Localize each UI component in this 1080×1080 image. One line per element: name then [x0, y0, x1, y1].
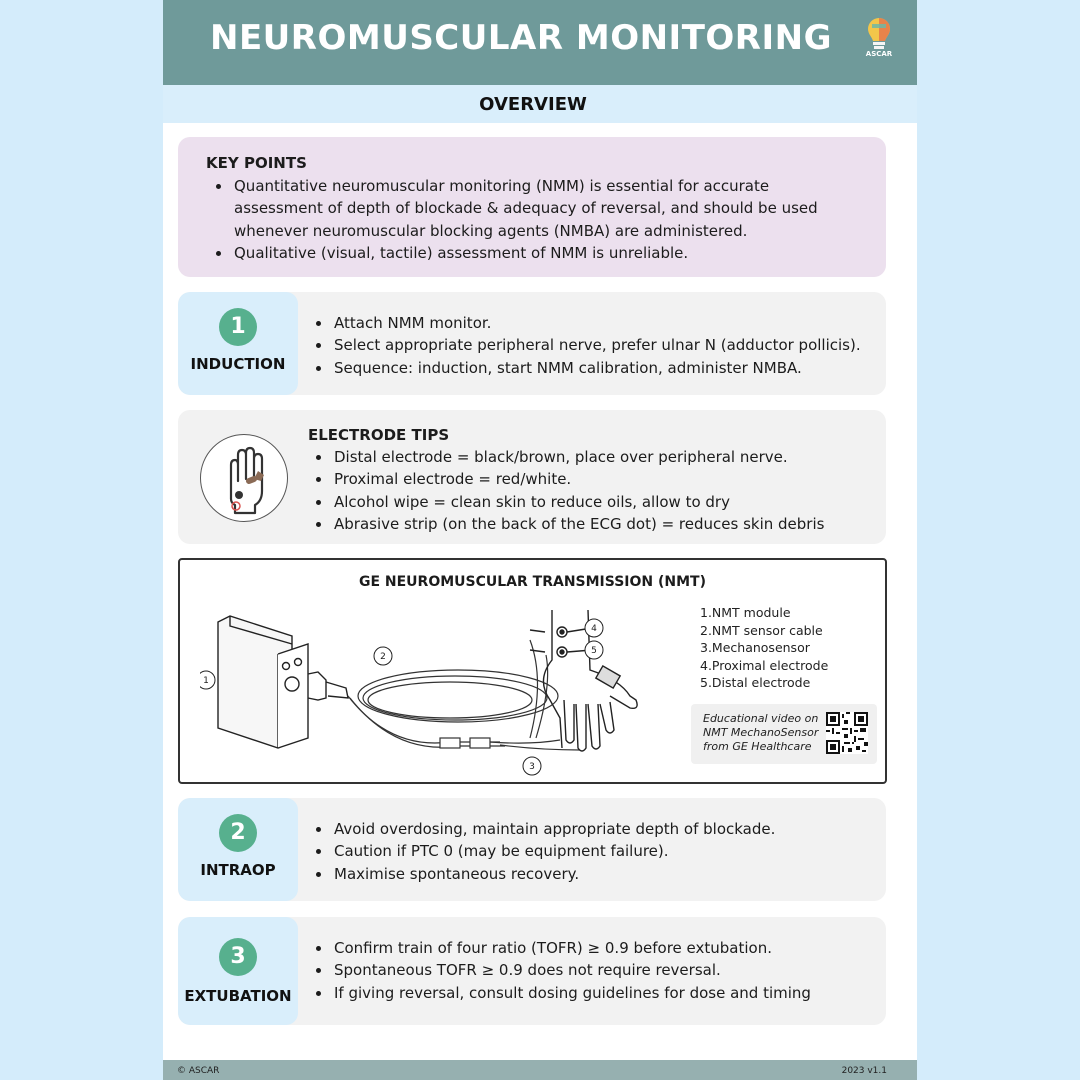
list-item: Qualitative (visual, tactile) assessment of NMM is unreliable.: [207, 242, 847, 264]
step-label: INTRAOP: [200, 861, 276, 879]
legend-item: 5.Distal electrode: [700, 675, 811, 690]
step-label: INDUCTION: [190, 355, 286, 373]
logo-text: ASCAR: [865, 50, 893, 58]
list-item: Abrasive strip (on the back of the ECG dot) = reduces skin debris: [307, 513, 877, 535]
copyright: © ASCAR: [177, 1066, 220, 1076]
list-item: Proximal electrode = red/white.: [307, 468, 877, 490]
electrode-tips-title: ELECTRODE TIPS: [308, 426, 450, 444]
list-item: Avoid overdosing, maintain appropriate depth of blockade.: [307, 818, 877, 840]
list-item: Quantitative neuromuscular monitoring (NMM) is essential for accurate assessment of depth of blockade & adequacy of reversal, and should be used whenever neuromuscular blocking agents (NMBA) are administered.: [207, 175, 847, 242]
list-item: Confirm train of four ratio (TOFR) ≥ 0.9 before extubation.: [307, 937, 877, 959]
list-item: Spontaneous TOFR ≥ 0.9 does not require reversal.: [307, 959, 877, 981]
list-item: Distal electrode = black/brown, place over peripheral nerve.: [307, 446, 877, 468]
callout-label: 1: [203, 676, 209, 686]
electrode-tips-list: [307, 446, 877, 535]
list-item: Sequence: induction, start NMM calibration, administer NMBA.: [307, 357, 877, 379]
step-header: [178, 798, 298, 901]
extubation-list: [307, 937, 877, 1004]
key-points-card: [178, 137, 886, 277]
callout-label: 4: [591, 624, 597, 634]
video-note: Educational video on NMT MechanoSensor from GE Healthcare: [703, 712, 819, 753]
video-link-box[interactable]: [691, 704, 877, 764]
qr-code-icon[interactable]: [826, 712, 868, 754]
key-points-title: KEY POINTS: [206, 154, 307, 172]
legend-item: 2.NMT sensor cable: [700, 622, 823, 638]
nmt-device-diagram: [200, 600, 680, 780]
legend-item: 1.NMT module: [700, 605, 791, 620]
nmt-legend: [700, 604, 828, 692]
intraop-list: [307, 818, 877, 885]
overview-band: [163, 85, 917, 123]
step-number-badge: 2: [219, 814, 257, 852]
nmt-module-illustration: [218, 616, 348, 748]
list-item: Alcohol wipe = clean skin to reduce oils, allow to dry: [307, 491, 877, 513]
poster: [163, 0, 917, 1080]
electrode-tips-card: [178, 410, 886, 544]
footer-bar: [163, 1060, 917, 1080]
hand-illustration: [530, 610, 637, 751]
induction-card: [178, 292, 886, 395]
nmt-diagram-box: [178, 558, 887, 784]
list-item: Maximise spontaneous recovery.: [307, 863, 877, 885]
version: 2023 v1.1: [841, 1066, 887, 1076]
list-item: Caution if PTC 0 (may be equipment failure).: [307, 840, 877, 862]
page-title: NEUROMUSCULAR MONITORING: [210, 18, 832, 58]
list-item: Select appropriate peripheral nerve, prefer ulnar N (adductor pollicis).: [307, 334, 877, 356]
intraop-card: [178, 798, 886, 901]
legend-item: 3.Mechanosensor: [700, 640, 810, 655]
key-points-list: [207, 175, 847, 264]
logo: [863, 16, 895, 62]
header-bar: [163, 0, 917, 85]
step-header: [178, 292, 298, 395]
callout-label: 2: [380, 652, 386, 662]
hand-electrode-icon: [200, 434, 288, 522]
step-number-badge: 1: [219, 308, 257, 346]
list-item: If giving reversal, consult dosing guidelines for dose and timing: [307, 982, 877, 1004]
callout-label: 3: [529, 762, 535, 772]
extubation-card: [178, 917, 886, 1025]
nmt-title: GE NEUROMUSCULAR TRANSMISSION (NMT): [358, 574, 707, 590]
step-label: EXTUBATION: [184, 987, 292, 1005]
legend-item: 4.Proximal electrode: [700, 657, 829, 673]
list-item: Attach NMM monitor.: [307, 312, 877, 334]
section-title: OVERVIEW: [479, 94, 587, 115]
induction-list: [307, 312, 877, 379]
step-number-badge: 3: [219, 938, 257, 976]
lightbulb-icon: [863, 16, 895, 50]
step-header: [178, 917, 298, 1025]
callout-label: 5: [591, 646, 597, 656]
